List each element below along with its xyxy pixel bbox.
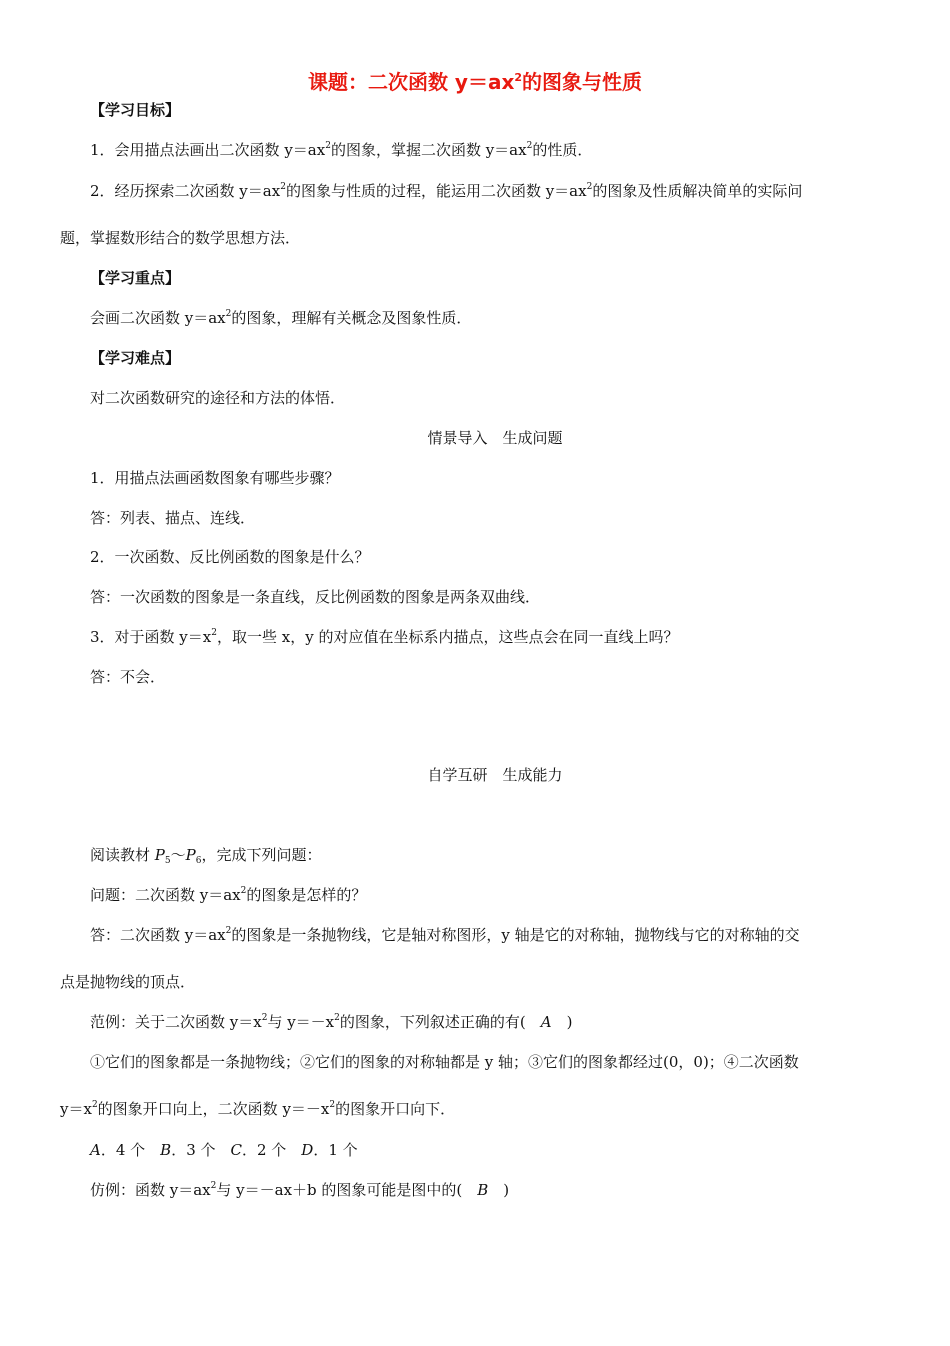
goal-item-1: 1．会用描点法画出二次函数 $y=ax^2$的图象，掌握二次函数 $y=ax^2$的性质． [90,141,593,159]
question-1: 1．用描点法画函数图象有哪些步骤？ [90,469,340,487]
question-3: 3．对于函数 $y=x^2$，取一些 x，y 的对应值在坐标系内描点，这些点会在同一直线上吗？ [90,628,679,646]
reading-instruction: 阅读教材 $P_5\sim P_6$，完成下列问题： [90,846,322,866]
heading-difficulties: 【学习难点】 [90,349,181,367]
difficulties-text: 对二次函数研究的途径和方法的体悟． [90,389,346,407]
example-question: 范例：关于二次函数 $y=x^2$与 $y=-x^2$的图象，下列叙述正确的有( A ) [90,1013,573,1031]
study-answer: 答：二次函数 $y=ax^2$的图象是一条抛物线，它是轴对称图形，y 轴是它的对称轴，抛物线与它的对称轴的交 [90,926,800,944]
answer-1: 答：列表、描点、连线． [90,509,256,527]
goal-item-2-continued: 题，掌握数形结合的数学思想方法． [60,229,301,247]
section-heading-self-study: 自学互研 生成能力 [427,766,563,784]
heading-learning-goals: 【学习目标】 [90,101,181,119]
example-answer: A [540,1013,552,1031]
question-2: 2．一次函数、反比例函数的图象是什么？ [90,548,370,566]
answer-3: 答：不会． [90,668,166,686]
goal-item-2: 2．经历探索二次函数 $y=ax^2$的图象与性质的过程，能运用二次函数 $y=ax^2$的图象及性质解决简单的实际问 [90,182,803,200]
section-heading-scenario: 情景导入 生成问题 [427,429,563,447]
imitation-answer: B [477,1181,489,1199]
example-options: A．4 个 B．3 个 C．2 个 D．1 个 [90,1141,358,1159]
key-points-text: 会画二次函数 $y=ax^2$的图象，理解有关概念及图象性质． [90,309,472,327]
imitation-question: 仿例：函数 $y=ax^2$与 y＝－ax＋b 的图象可能是图中的( B ) [90,1181,510,1199]
page-title: 课题：二次函数 $y=ax^2$的图象与性质 [307,70,643,94]
answer-2: 答：一次函数的图象是一条直线，反比例函数的图象是两条双曲线． [90,588,541,606]
heading-key-points: 【学习重点】 [90,269,181,287]
example-statements: ①它们的图象都是一条抛物线；②它们的图象的对称轴都是 y 轴；③它们的图象都经过(0，0)；④二次函数 [90,1053,799,1071]
study-answer-continued: 点是抛物线的顶点． [60,973,196,991]
example-statements-continued: $y=x^2$的图象开口向上，二次函数 $y=-x^2$的图象开口向下． [60,1100,456,1118]
study-question: 问题：二次函数 $y=ax^2$的图象是怎样的？ [90,886,367,904]
